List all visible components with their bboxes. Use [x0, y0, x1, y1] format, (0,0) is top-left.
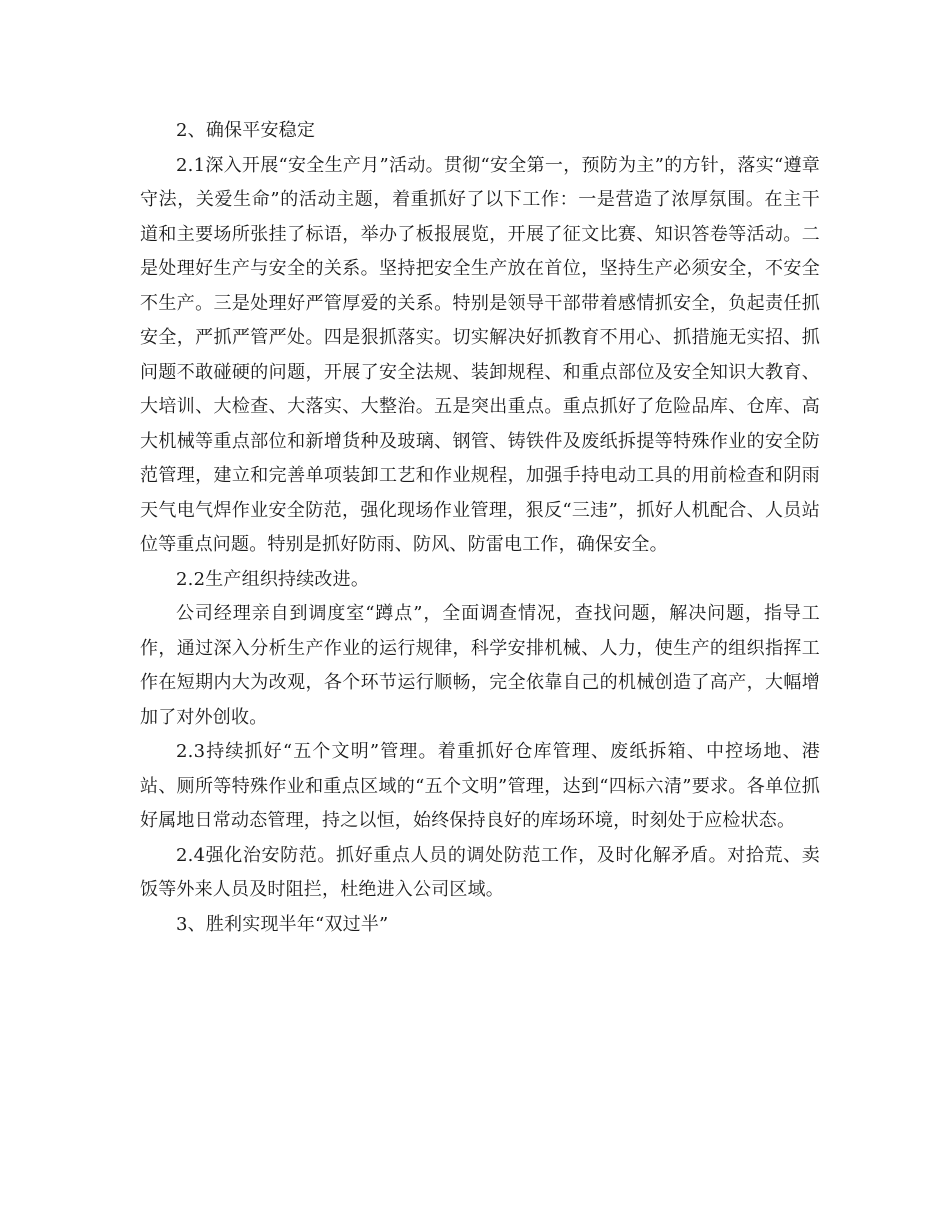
paragraph-2-4: 2.4强化治安防范。抓好重点人员的调处防范工作，及时化解矛盾。对拾荒、卖饭等外来人员及时阻拦，杜绝进入公司区域。 [140, 844, 820, 900]
section-heading-3: 3、胜利实现半年“双过半” [176, 913, 389, 935]
paragraph-2-3: 2.3持续抓好“五个文明”管理。着重抓好仓库管理、废纸拆箱、中控场地、港站、厕所等特殊作业和重点区域的“五个文明”管理，达到“四标六清”要求。各单位抓好属地日常动态管理，持之以恒，始终保持良好的库场环境，时刻处于应检状态。 [140, 741, 820, 831]
paragraph-2-2-heading: 2.2生产组织持续改进。 [176, 568, 370, 590]
paragraph-2-1: 2.1深入开展“安全生产月”活动。贯彻“安全第一，预防为主”的方针，落实“遵章守法，关爱生命”的活动主题，着重抓好了以下工作：一是营造了浓厚氛围。在主干道和主要场所张挂了标语，举办了板报展览，开展了征文比赛、知识答卷等活动。二是处理好生产与安全的关系。坚持把安全生产放在首位，坚持生产必须安全，不安全不生产。三是处理好严管厚爱的关系。特别是领导干部带着感情抓安全，负起责任抓安全，严抓严管严处。四是狠抓落实。切实解决好抓教育不用心、抓措施无实招、抓问题不敢碰硬的问题，开展了安全法规、装卸规程、和重点部位及安全知识大教育、大培训、大检查、大落实、大整治。五是突出重点。重点抓好了危险品库、仓库、高大机械等重点部位和新增货种及玻璃、钢管、铸铁件及废纸拆提等特殊作业的安全防范管理，建立和完善单项装卸工艺和作业规程，加强手持电动工具的用前检查和阴雨天气电气焊作业安全防范，强化现场作业管理，狠反“三违”，抓好人机配合、人员站位等重点问题。特别是抓好防雨、防风、防雷电工作，确保安全。 [140, 154, 820, 555]
section-heading-2: 2、确保平安稳定 [176, 120, 316, 141]
document-body [140, 114, 820, 942]
paragraph-2-2-body: 公司经理亲自到调度室“蹲点”，全面调查情况，查找问题，解决问题，指导工作，通过深入分析生产作业的运行规律，科学安排机械、人力，使生产的组织指挥工作在短期内大为改观，各个环节运行顺畅，完全依靠自己的机械创造了高产，大幅增加了对外创收。 [140, 603, 820, 728]
